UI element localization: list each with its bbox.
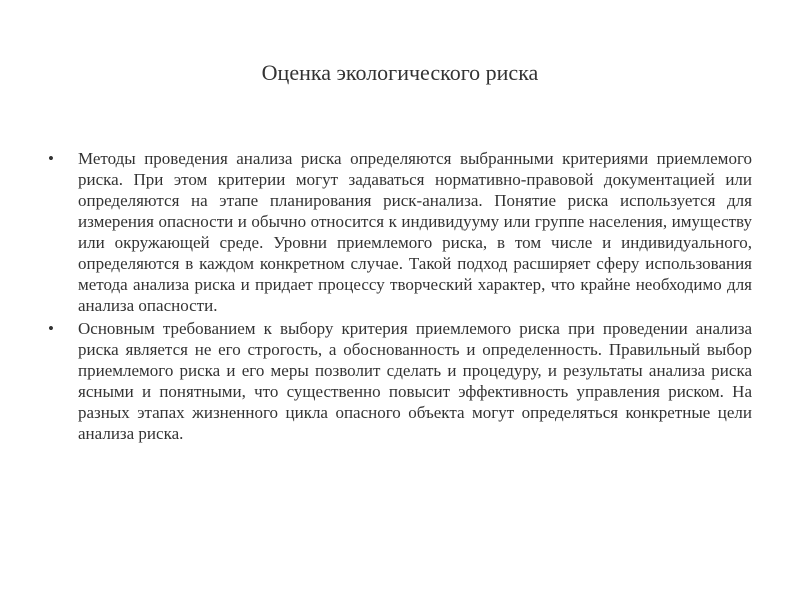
bullet-icon: • (48, 319, 54, 338)
slide-title: Оценка экологического риска (261, 60, 539, 85)
bullet-list (48, 148, 752, 446)
bullet-item (48, 148, 752, 316)
bullet-text: Методы проведения анализа риска определяются выбранными критериями приемлемого риска. При этом критерии могут задаваться нормативно-правовой документацией или определяются на этапе планирования риск-анализа. Понятие риска используется для измерения опасности и обычно относится к индивидууму или группе населения, имуществу или окружающей среде. Уровни приемлемого риска, в том числе и индивидуального, определяются в каждом конкретном случае. Такой подход расширяет сферу использования метода анализа риска и придает процессу творческий характер, что крайне необходимо для анализа опасности. (78, 149, 752, 315)
bullet-item (48, 318, 752, 444)
bullet-icon: • (48, 149, 54, 168)
bullet-text: Основным требованием к выбору критерия приемлемого риска при проведении анализа риска является не его строгость, а обоснованность и определенность. Правильный выбор приемлемого риска и его меры позволит сделать и процедуру, и результаты анализа риска ясными и понятными, что существенно повысит эффективность управления риском. На разных этапах жизненного цикла опасного объекта могут определяться конкретные цели анализа риска. (78, 319, 752, 443)
